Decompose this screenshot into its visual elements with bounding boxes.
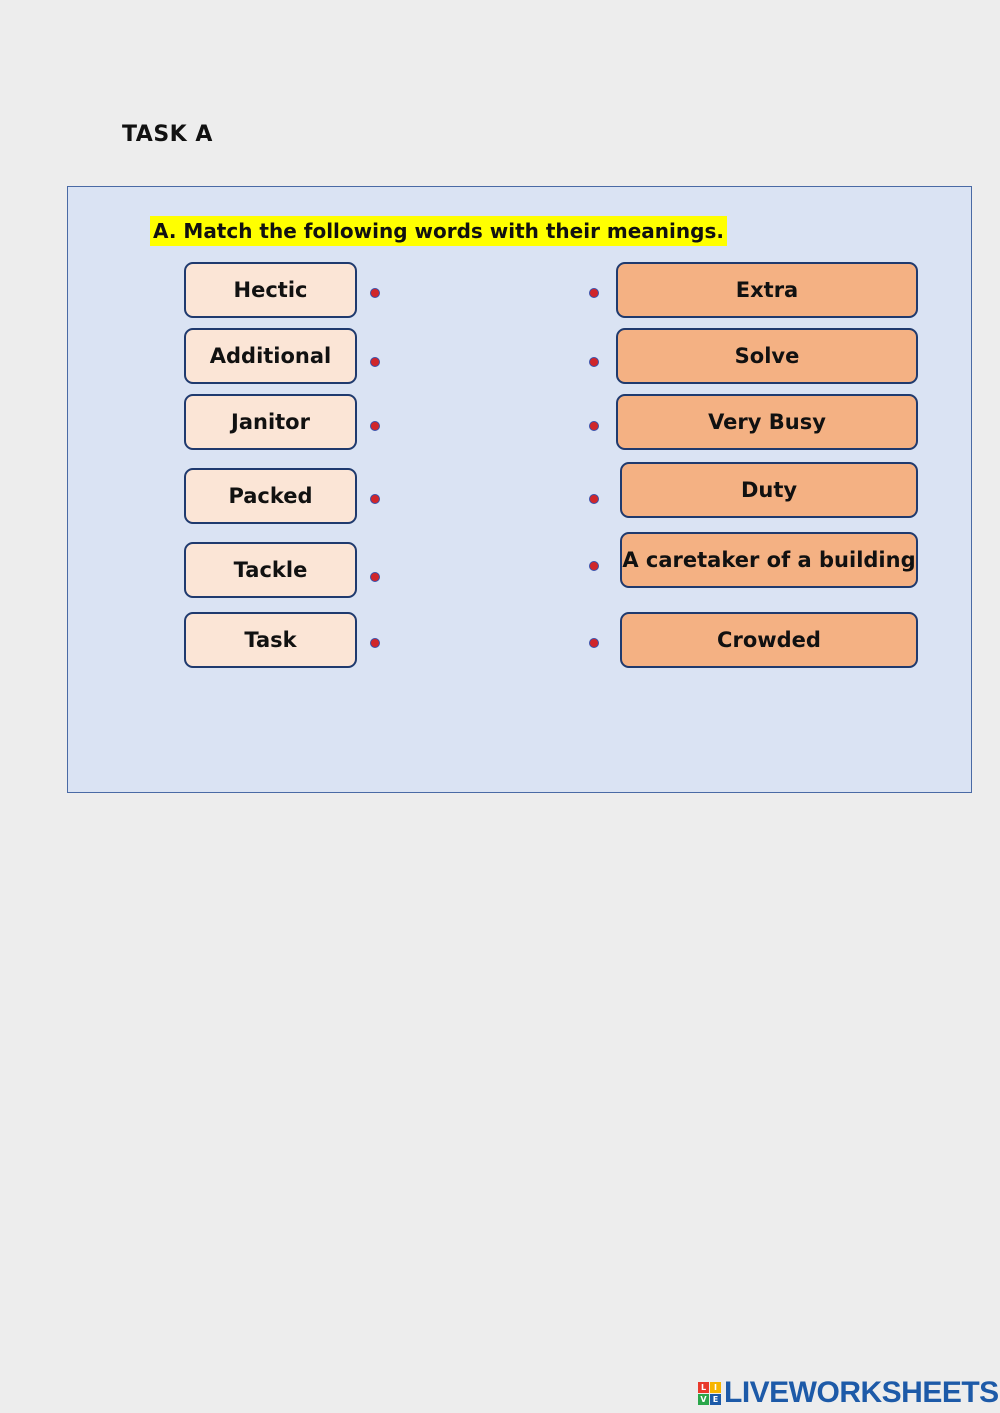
brand-logo-letter: V bbox=[698, 1394, 709, 1405]
right-dot-2[interactable] bbox=[589, 357, 599, 367]
word-box-task[interactable]: Task bbox=[184, 612, 357, 668]
brand-text: LIVEWORKSHEETS bbox=[724, 1376, 999, 1409]
meaning-box-very-busy[interactable]: Very Busy bbox=[616, 394, 918, 450]
word-box-hectic[interactable]: Hectic bbox=[184, 262, 357, 318]
task-heading: TASK A bbox=[122, 122, 213, 147]
right-dot-4[interactable] bbox=[589, 494, 599, 504]
right-dot-1[interactable] bbox=[589, 288, 599, 298]
brand-logo-letter: E bbox=[710, 1394, 721, 1405]
meaning-box-solve[interactable]: Solve bbox=[616, 328, 918, 384]
left-dot-6[interactable] bbox=[370, 638, 380, 648]
liveworksheets-logo bbox=[698, 1378, 999, 1408]
brand-logo-letter: L bbox=[698, 1382, 709, 1393]
left-dot-2[interactable] bbox=[370, 357, 380, 367]
right-dot-6[interactable] bbox=[589, 638, 599, 648]
word-box-packed[interactable]: Packed bbox=[184, 468, 357, 524]
word-box-janitor[interactable]: Janitor bbox=[184, 394, 357, 450]
left-dot-4[interactable] bbox=[370, 494, 380, 504]
left-dot-1[interactable] bbox=[370, 288, 380, 298]
brand-logo-icon bbox=[698, 1382, 721, 1405]
meaning-box-crowded[interactable]: Crowded bbox=[620, 612, 918, 668]
instruction-text: A. Match the following words with their meanings. bbox=[150, 216, 727, 246]
right-dot-3[interactable] bbox=[589, 421, 599, 431]
right-dot-5[interactable] bbox=[589, 561, 599, 571]
meaning-box-duty[interactable]: Duty bbox=[620, 462, 918, 518]
meaning-box-extra[interactable]: Extra bbox=[616, 262, 918, 318]
brand-logo-letter: I bbox=[710, 1382, 721, 1393]
left-dot-5[interactable] bbox=[370, 572, 380, 582]
word-box-tackle[interactable]: Tackle bbox=[184, 542, 357, 598]
left-dot-3[interactable] bbox=[370, 421, 380, 431]
meaning-box-caretaker[interactable]: A caretaker of a building bbox=[620, 532, 918, 588]
word-box-additional[interactable]: Additional bbox=[184, 328, 357, 384]
